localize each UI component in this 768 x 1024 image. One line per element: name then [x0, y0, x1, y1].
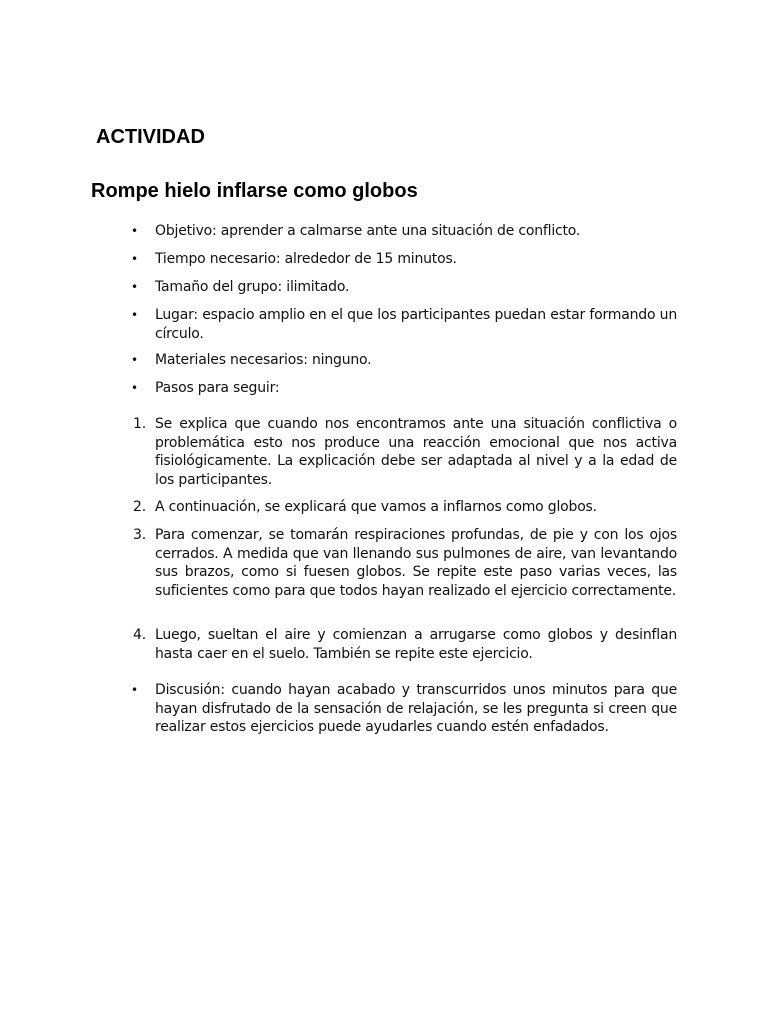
bullet-steps-intro: Pasos para seguir:: [155, 380, 280, 396]
bullet-discussion: Discusión: cuando hayan acabado y transcurridos unos minutos para que hayan disfrutado de la sensación de relajación, se les pregunta si creen que realizar estos ejercicios puede ayudarles cuando estén enfadados.: [155, 682, 677, 735]
step-text: Luego, sueltan el aire y comienzan a arrugarse como globos y desinflan hasta caer en el suelo. También se repite este ejercicio.: [155, 627, 677, 662]
bullet-time: Tiempo necesario: alrededor de 15 minutos.: [155, 251, 457, 267]
bullet-materials: Materiales necesarios: ninguno.: [155, 352, 372, 368]
bullet-marker: •: [131, 353, 139, 367]
step-text: A continuación, se explicará que vamos a inflarnos como globos.: [155, 499, 597, 515]
step-number: 1.: [133, 416, 146, 432]
step-text: Para comenzar, se tomarán respiraciones profundas, de pie y con los ojos cerrados. A medida que van llenando sus pulmones de aire, van levantando sus brazos, como si fuesen globos. Se repite este paso varias veces, las suficientes como para que todos hayan realizado el ejercicio correctamente.: [155, 527, 677, 599]
document-title: Rompe hielo inflarse como globos: [91, 180, 418, 202]
bullet-marker: •: [131, 308, 139, 322]
bullet-marker: •: [131, 683, 139, 697]
step-number: 4.: [133, 627, 146, 643]
bullet-objective: Objetivo: aprender a calmarse ante una situación de conflicto.: [155, 223, 581, 239]
bullet-marker: •: [131, 280, 139, 294]
step-text: Se explica que cuando nos encontramos ante una situación conflictiva o problemática esto nos produce una reacción emocional que nos activa fisiológicamente. La explicación debe ser adaptada al nivel y a la edad de los participantes.: [155, 416, 677, 488]
bullet-group-size: Tamaño del grupo: ilimitado.: [155, 279, 350, 295]
activity-heading: ACTIVIDAD: [96, 126, 205, 148]
bullet-marker: •: [131, 252, 139, 266]
bullet-marker: •: [131, 224, 139, 238]
bullet-place: Lugar: espacio amplio en el que los participantes puedan estar formando un círculo.: [155, 307, 677, 342]
bullet-marker: •: [131, 381, 139, 395]
step-number: 3.: [133, 527, 146, 543]
step-number: 2.: [133, 499, 146, 515]
